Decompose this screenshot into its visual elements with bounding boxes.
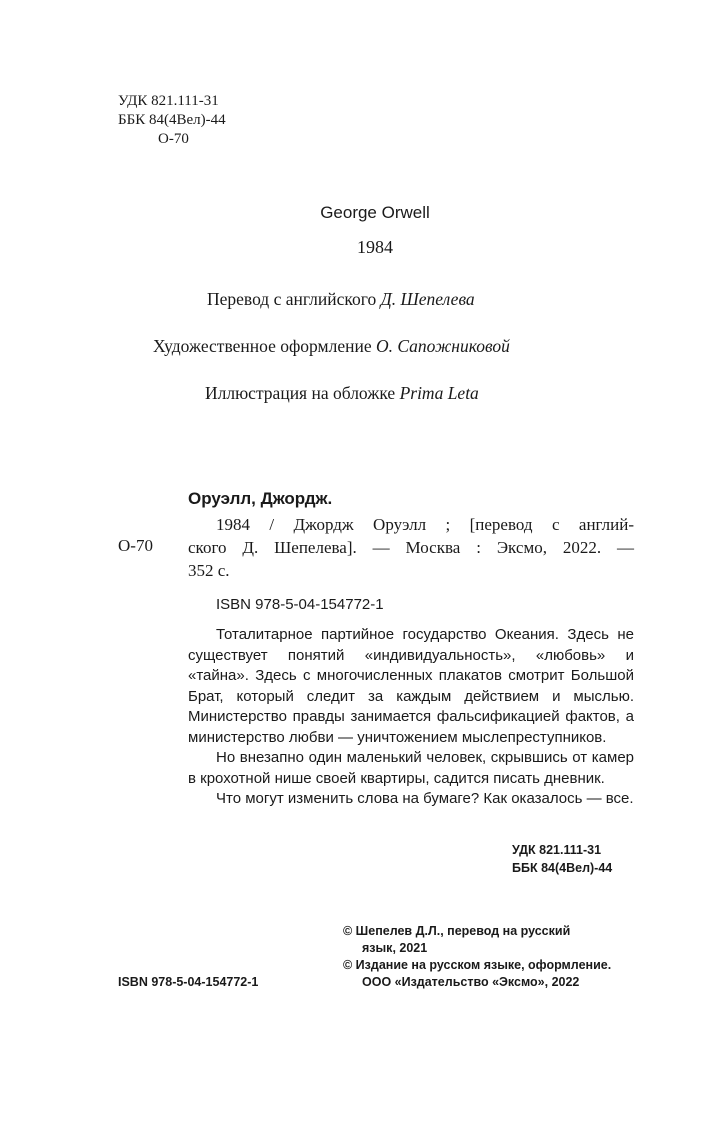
translation-prefix: Перевод с английского — [207, 289, 381, 309]
translator-name: Д. Шепелева — [380, 289, 475, 309]
isbn-record: ISBN 978-5-04-154772-1 — [216, 596, 384, 613]
bibliographic-description — [188, 513, 634, 582]
bibliographic-line-1: 1984 / Джордж Оруэлл ; [перевод с англий- — [216, 515, 634, 534]
copyright-line-2: язык, 2021 — [362, 941, 428, 955]
bbk-code-bottom: ББК 84(4Вел)-44 — [512, 861, 613, 875]
author-mark-record: О-70 — [118, 536, 153, 555]
translation-credit — [207, 289, 475, 310]
copyright-line-3: © Издание на русском языке, оформление. — [343, 958, 612, 972]
bbk-code-top: ББК 84(4Вел)-44 — [118, 112, 226, 128]
book-title: 1984 — [357, 237, 393, 257]
cover-prefix: Иллюстрация на обложке — [205, 383, 400, 403]
bibliographic-heading: Оруэлл, Джордж. — [188, 489, 333, 508]
udk-code-top: УДК 821.111-31 — [118, 93, 219, 109]
annotation-paragraph-2: Но внезапно один маленький человек, скрывшись от камер в крохотной нише своей квартиры, садится писать дневник. — [188, 749, 634, 787]
designer-name: О. Сапожниковой — [375, 336, 510, 356]
original-author: George Orwell — [320, 203, 430, 222]
copyright-line-4: ООО «Издательство «Эксмо», 2022 — [362, 975, 580, 989]
annotation-paragraph-3: Что могут изменить слова на бумаге? Как оказалось — все. — [216, 790, 634, 807]
bibliographic-line-2: ского Д. Шепелева]. — Москва : Эксмо, 2022. — — [188, 538, 634, 557]
cover-artist-name: Prima Leta — [399, 383, 479, 403]
design-credit — [153, 336, 510, 357]
design-prefix: Художественное оформление — [153, 336, 376, 356]
isbn-bottom: ISBN 978-5-04-154772-1 — [118, 975, 259, 989]
annotation-paragraph-1: Тоталитарное партийное государство Океания. Здесь не существует понятий «индивидуальность», «любовь» и «тайна». Здесь с многочисленных плакатов смотрит Большой Брат, который следит за каждым действием и мыслью. Министерство правды занимается фальсификацией фактов, а министерство любви — уничтожением мыслепреступников. — [188, 626, 634, 746]
annotation-text — [188, 625, 634, 810]
bibliographic-line-3: 352 с. — [188, 561, 230, 580]
copyright-line-1: © Шепелев Д.Л., перевод на русский — [343, 924, 571, 938]
cover-credit — [205, 383, 479, 404]
author-mark-top: О-70 — [158, 131, 189, 147]
udk-code-bottom: УДК 821.111-31 — [512, 843, 602, 857]
